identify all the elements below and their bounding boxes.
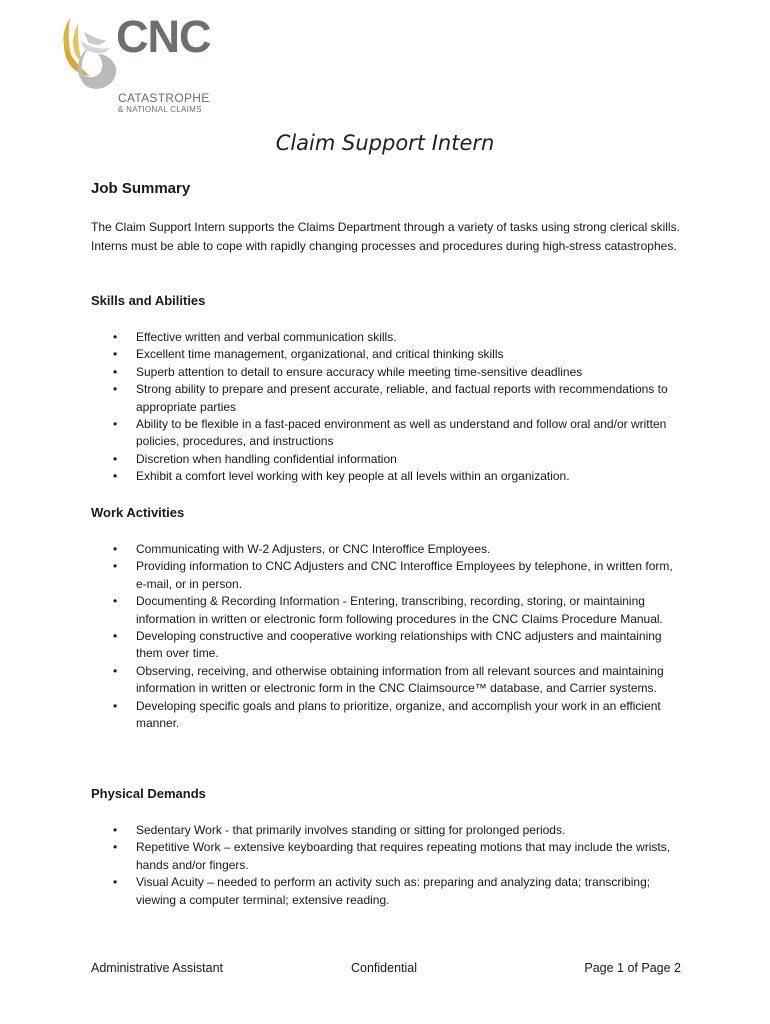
list-item: • Ability to be flexible in a fast-paced environment as well as understand and follow oral and/or written policies, procedures, and instructions	[91, 416, 686, 451]
list-item: • Superb attention to detail to ensure accuracy while meeting time-sensitive deadlines	[91, 364, 686, 381]
footer-page-number: Page 1 of Page 2	[584, 961, 681, 975]
skills-list	[91, 329, 686, 486]
document-title: Claim Support Intern	[275, 131, 495, 155]
footer-center: Confidential	[351, 961, 418, 975]
list-item: • Communicating with W-2 Adjusters, or CNC Interoffice Employees.	[91, 541, 686, 558]
footer-left: Administrative Assistant	[91, 961, 223, 975]
list-item: • Strong ability to prepare and present accurate, reliable, and factual reports with recommendations to appropriate parties	[91, 381, 686, 416]
skills-heading: Skills and Abilities	[91, 293, 206, 308]
job-summary-text: The Claim Support Intern supports the Claims Department through a variety of tasks using strong clerical skills. Interns must be able to cope with rapidly changing processes and procedures during high-stress catastrophes.	[91, 220, 680, 253]
list-item: • Exhibit a comfort level working with key people at all levels within an organization.	[91, 468, 686, 485]
list-item: • Documenting & Recording Information - Entering, transcribing, recording, storing, or maintaining information in written or electronic form following procedures in the CNC Claims Procedure Manual.	[91, 593, 686, 628]
company-logo	[58, 11, 218, 114]
list-item: • Repetitive Work – extensive keyboarding that requires repeating motions that may include the wrists, hands and/or fingers.	[91, 839, 686, 874]
work-activities-list	[91, 541, 686, 732]
list-item: • Effective written and verbal communication skills.	[91, 329, 686, 346]
physical-demands-heading: Physical Demands	[91, 786, 206, 801]
list-item: • Visual Acuity – needed to perform an activity such as: preparing and analyzing data; transcribing; viewing a computer terminal; extensive reading.	[91, 874, 686, 909]
job-summary-heading: Job Summary	[91, 180, 191, 197]
work-activities-heading: Work Activities	[91, 505, 185, 520]
logo-brand-text: CNC	[116, 11, 211, 62]
physical-demands-list	[91, 822, 686, 909]
logo-line-2: & NATIONAL CLAIMS	[118, 105, 202, 114]
logo-line-1: CATASTROPHE	[118, 91, 210, 105]
list-item: • Excellent time management, organizational, and critical thinking skills	[91, 346, 686, 363]
list-item: • Sedentary Work - that primarily involves standing or sitting for prolonged periods.	[91, 822, 686, 839]
list-item: • Providing information to CNC Adjusters and CNC Interoffice Employees by telephone, in written form, e-mail, or in person.	[91, 558, 686, 593]
list-item: • Discretion when handling confidential information	[91, 451, 686, 468]
list-item: • Developing constructive and cooperative working relationships with CNC adjusters and maintaining them over time.	[91, 628, 686, 663]
list-item: • Developing specific goals and plans to prioritize, organize, and accomplish your work in an efficient manner.	[91, 698, 686, 733]
list-item: • Observing, receiving, and otherwise obtaining information from all relevant sources and maintaining information in written or electronic form in the CNC Claimsource™ database, and Carrier systems.	[91, 663, 686, 698]
